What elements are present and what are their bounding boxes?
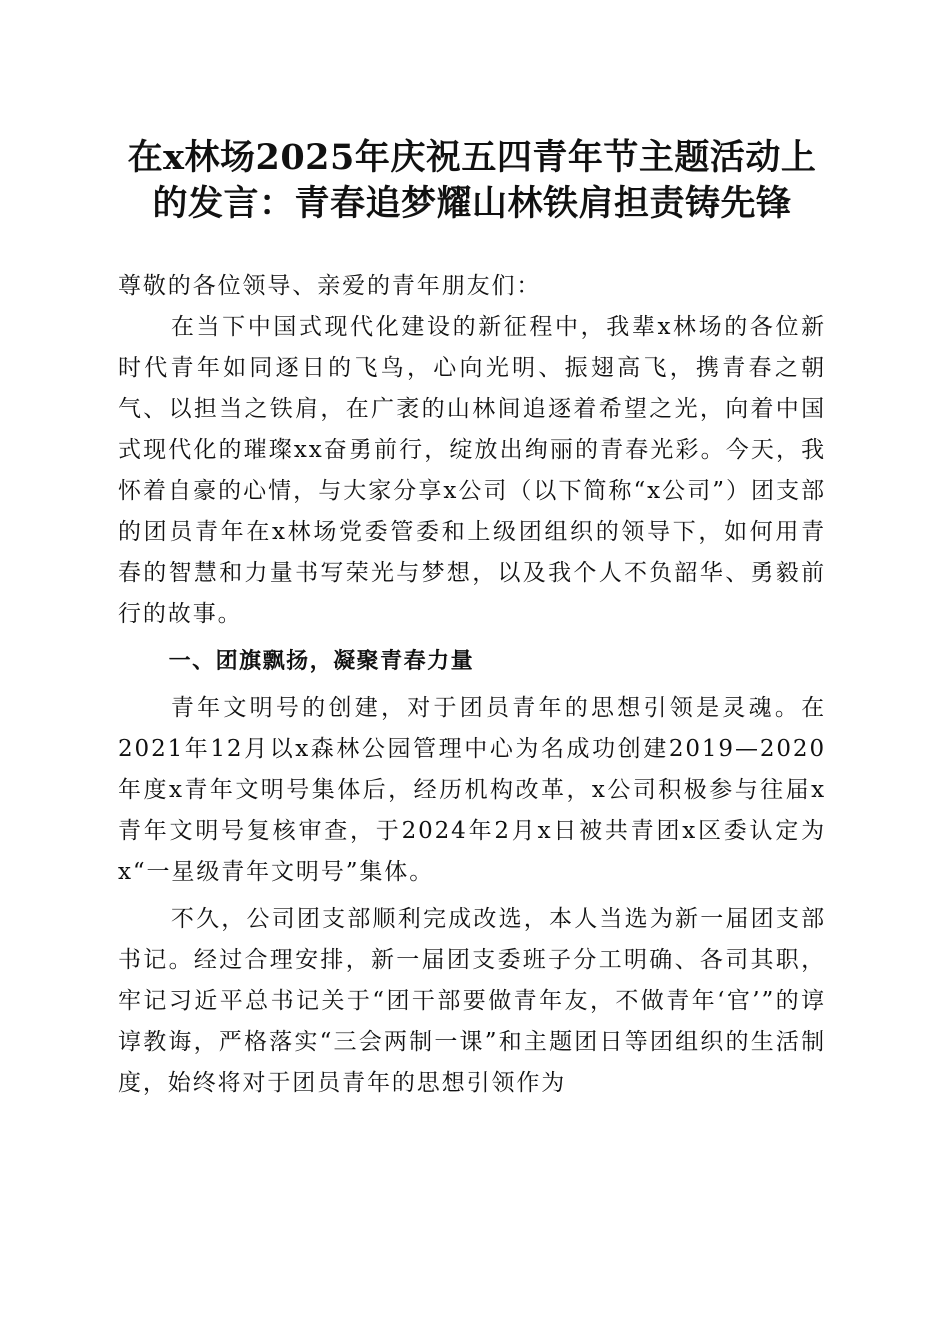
title-line-1: 在x林场2025年庆祝五四青年节主题活动上 — [127, 137, 817, 178]
section-heading-1: 一、团旗飘扬，凝聚青春力量 — [168, 649, 475, 674]
paragraph-youth-civilization: 青年文明号的创建，对于团员青年的思想引领是灵魂。在2021年12月以x森林公园管理中心为名成功创建2019—2020年度x青年文明号集体后，经历机构改革，x公司积极参与往届x青年文明号复核审查，于2024年2月x日被共青团x区委认定为x“一星级青年文明号”集体。 — [118, 695, 826, 885]
paragraph-intro: 在当下中国式现代化建设的新征程中，我辈x林场的各位新时代青年如同逐日的飞鸟，心向光明、振翅高飞，携青春之朝气、以担当之铁肩，在广袤的山林间追逐着希望之光，向着中国式现代化的璀璨xx奋勇前行，绽放出绚丽的青春光彩。今天，我怀着自豪的心情，与大家分享x公司（以下简称“x公司”）团支部的团员青年在x林场党委管委和上级团组织的领导下，如何用青春的智慧和力量书写荣光与梦想，以及我个人不负韶华、勇毅前行的故事。 — [118, 314, 826, 627]
title-line-2: 的发言：青春追梦耀山林铁肩担责铸先锋 — [152, 183, 792, 224]
document-page — [118, 135, 826, 1104]
paragraph-branch-election: 不久，公司团支部顺利完成改选，本人当选为新一届团支部书记。经过合理安排，新一届团支委班子分工明确、各司其职，牢记习近平总书记关于“团干部要做青年友，不做青年‘官’”的谆谆教诲，严格落实“三会两制一课”和主题团日等团组织的生活制度，始终将对于团员青年的思想引领作为 — [118, 906, 826, 1096]
salutation: 尊敬的各位领导、亲爱的青年朋友们： — [118, 273, 542, 299]
document-title — [118, 135, 826, 227]
document-body — [118, 266, 826, 1104]
